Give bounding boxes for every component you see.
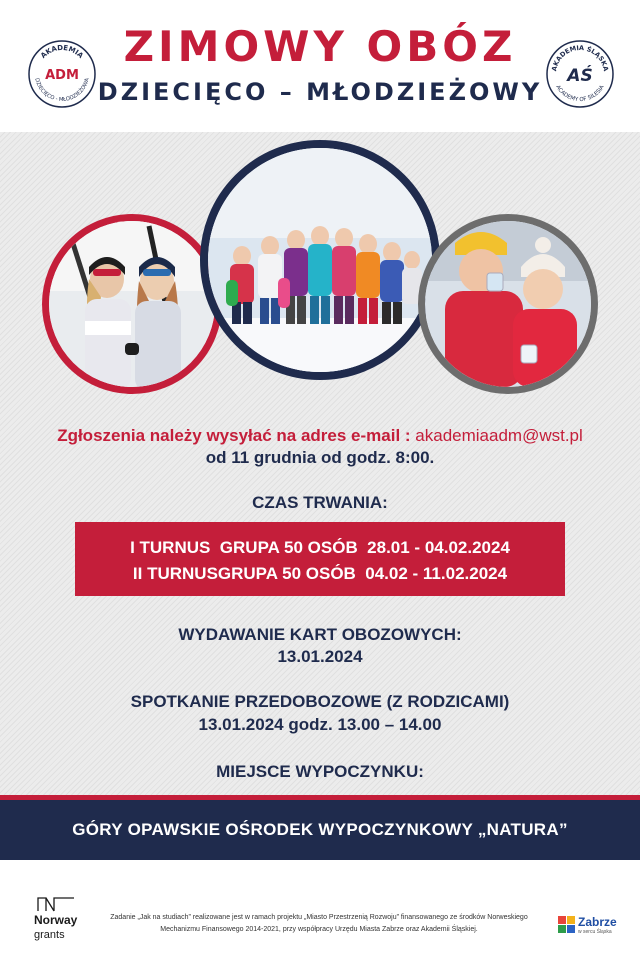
logo-left-bottom-text: DZIECIĘCO - MŁODZIEŻOWA (33, 77, 91, 104)
logo-right-bottom-text: ACADEMY OF SILESIA (554, 84, 606, 104)
turnus-row-2: II TURNUSGRUPA 50 OSÓB 04.02 - 11.02.2024 (132, 564, 508, 583)
akademia-slaska-logo (544, 38, 616, 110)
header (0, 0, 640, 132)
duration-heading: CZAS TRWANIA: (252, 493, 388, 512)
norway-flag-icon (36, 896, 76, 912)
page-subtitle: DZIECIĘCO – MŁODZIEŻOWY (97, 78, 543, 106)
meeting-date: 13.01.2024 godz. 13.00 – 14.00 (198, 715, 442, 734)
footer-note-line-1: Zadanie „Jak na studiach” realizowane jest w ramach projektu „Miasto Przestrzenią Rozwoju” finansowanego ze środków Norweskiego (110, 914, 528, 921)
footer (0, 860, 640, 960)
zabrze-logo (556, 912, 620, 940)
email-instruction (0, 426, 640, 446)
start-date: od 11 grudnia od godz. 8:00. (205, 448, 435, 467)
place-name: GÓRY OPAWSKIE OŚRODEK WYPOCZYNKOWY „NATURA” (72, 820, 568, 839)
logo-left-monogram: ADM (45, 68, 79, 83)
children-with-mugs-photo (418, 214, 598, 394)
zabrze-tagline: w sercu Śląska (578, 929, 612, 935)
logo-right-top-text: AKADEMIA ŚLĄSKA (550, 43, 610, 72)
footer-note-line-2: Mechanizmu Finansowego 2014-2021, przy współpracy Urzędu Miasta Zabrze oraz Akademii Śląskiej. (160, 926, 478, 933)
cards-date: 13.01.2024 (277, 647, 363, 666)
norway-grants-logo (34, 896, 82, 948)
email-address-link[interactable]: akademiaadm@wst.pl (415, 426, 583, 445)
page-title: ZIMOWY OBÓZ (123, 22, 517, 71)
norway-grants-label: grants (34, 929, 65, 941)
girls-with-skis-photo (42, 214, 222, 394)
footer-note (88, 912, 550, 936)
place-banner (0, 800, 640, 860)
cards-heading: WYDAWANIE KART OBOZOWYCH: (178, 625, 462, 644)
zabrze-mark-icon (558, 916, 576, 934)
turnus-box (75, 522, 565, 596)
logo-right-monogram: AŚ (567, 66, 593, 86)
children-group-in-snow-photo (200, 140, 440, 380)
place-heading: MIEJSCE WYPOCZYNKU: (216, 762, 424, 781)
zabrze-name: Zabrze (578, 915, 617, 929)
logo-left-top-text: AKADEMIA (39, 43, 85, 60)
norway-name: Norway (34, 913, 78, 927)
email-label: Zgłoszenia należy wysyłać na adres e-mail : (57, 426, 411, 445)
meeting-heading: SPOTKANIE PRZEDOBOZOWE (Z RODZICAMI) (130, 692, 510, 711)
turnus-row-1: I TURNUS GRUPA 50 OSÓB 28.01 - 04.02.2024 (130, 538, 510, 557)
